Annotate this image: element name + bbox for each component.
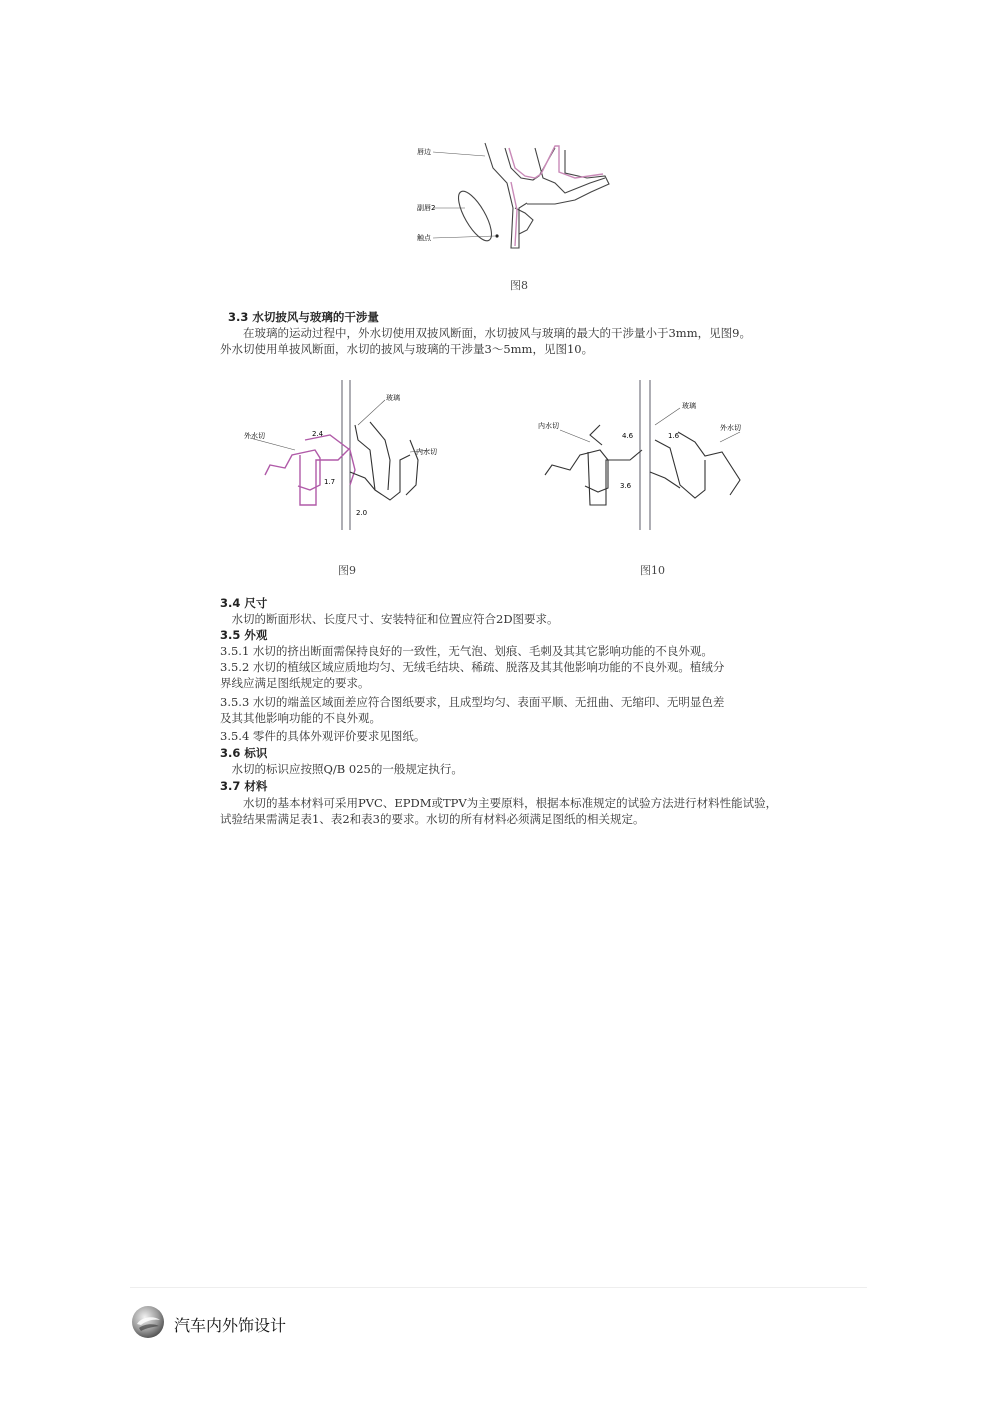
figure-9-caption: 图9 bbox=[338, 564, 356, 577]
section-3-5-3: 3.5.3 水切的端盖区域面差应符合图纸要求，且成型均匀、表面平顺、无扭曲、无缩印、无明显色差 bbox=[220, 695, 725, 709]
section-3-7-para-1: 水切的基本材料可采用PVC、EPDM或TPV为主要原料，根据本标准规定的试验方法进行材料性能试验， bbox=[220, 796, 778, 810]
footer-divider bbox=[130, 1287, 867, 1288]
figure-9-drawing bbox=[240, 380, 440, 530]
fig8-label-point: 触点 bbox=[417, 234, 431, 242]
section-3-3-para-1: 在玻璃的运动过程中，外水切使用双披风断面，水切披风与玻璃的最大的干涉量小于3mm，见图9。 bbox=[220, 326, 751, 340]
footer-title: 汽车内外饰设计 bbox=[174, 1316, 287, 1335]
fig10-label-inner: 内水切 bbox=[538, 422, 559, 430]
figure-8-drawing bbox=[415, 138, 615, 263]
fig9-dim-2: 1.7 bbox=[324, 478, 336, 486]
fig10-dim-1: 4.6 bbox=[622, 432, 634, 440]
section-3-6-para: 水切的标识应按照Q/B 025的一般规定执行。 bbox=[220, 762, 463, 776]
section-3-6-heading: 3.6 标识 bbox=[220, 746, 268, 760]
fig9-dim-3: 2.0 bbox=[356, 509, 368, 517]
fig10-label-outer: 外水切 bbox=[720, 424, 741, 432]
fig10-label-glass: 玻璃 bbox=[682, 402, 696, 410]
fig9-label-glass: 玻璃 bbox=[386, 394, 400, 402]
figure-10-drawing bbox=[530, 380, 760, 530]
figure-8-caption: 图8 bbox=[510, 279, 528, 292]
figure-10-caption: 图10 bbox=[640, 564, 665, 577]
fig9-label-inner: 内水切 bbox=[416, 448, 437, 456]
section-3-5-2-cont: 界线应满足图纸规定的要求。 bbox=[220, 676, 370, 690]
fig10-dim-2: 1.6 bbox=[668, 432, 680, 440]
section-3-7-heading: 3.7 材料 bbox=[220, 779, 268, 793]
fig10-dim-3: 3.6 bbox=[620, 482, 632, 490]
section-3-5-heading: 3.5 外观 bbox=[220, 628, 268, 642]
fig8-label-lip1: 唇边 bbox=[417, 148, 431, 156]
section-3-7-para-2: 试验结果需满足表1、表2和表3的要求。水切的所有材料必须满足图纸的相关规定。 bbox=[220, 812, 645, 826]
section-3-5-3-cont: 及其其他影响功能的不良外观。 bbox=[220, 711, 381, 725]
section-3-5-1: 3.5.1 水切的挤出断面需保持良好的一致性，无气泡、划痕、毛刺及其其它影响功能的不良外观。 bbox=[220, 644, 713, 658]
fig9-label-outer: 外水切 bbox=[244, 432, 265, 440]
section-3-3-para-2: 外水切使用单披风断面，水切的披风与玻璃的干涉量3～5mm，见图10。 bbox=[220, 342, 594, 356]
section-3-4-para: 水切的断面形状、长度尺寸、安装特征和位置应符合2D图要求。 bbox=[220, 612, 559, 626]
fig9-dim-1: 2.4 bbox=[312, 430, 324, 438]
car-logo-icon bbox=[131, 1305, 165, 1339]
fig8-label-lip2: 副唇2 bbox=[417, 204, 436, 212]
section-3-5-2: 3.5.2 水切的植绒区域应质地均匀、无绒毛结块、稀疏、脱落及其其他影响功能的不良外观。植绒分 bbox=[220, 660, 725, 674]
section-3-4-heading: 3.4 尺寸 bbox=[220, 596, 268, 610]
section-3-5-4: 3.5.4 零件的具体外观评价要求见图纸。 bbox=[220, 729, 426, 743]
section-3-3-heading: 3.3 水切披风与玻璃的干涉量 bbox=[228, 310, 379, 324]
